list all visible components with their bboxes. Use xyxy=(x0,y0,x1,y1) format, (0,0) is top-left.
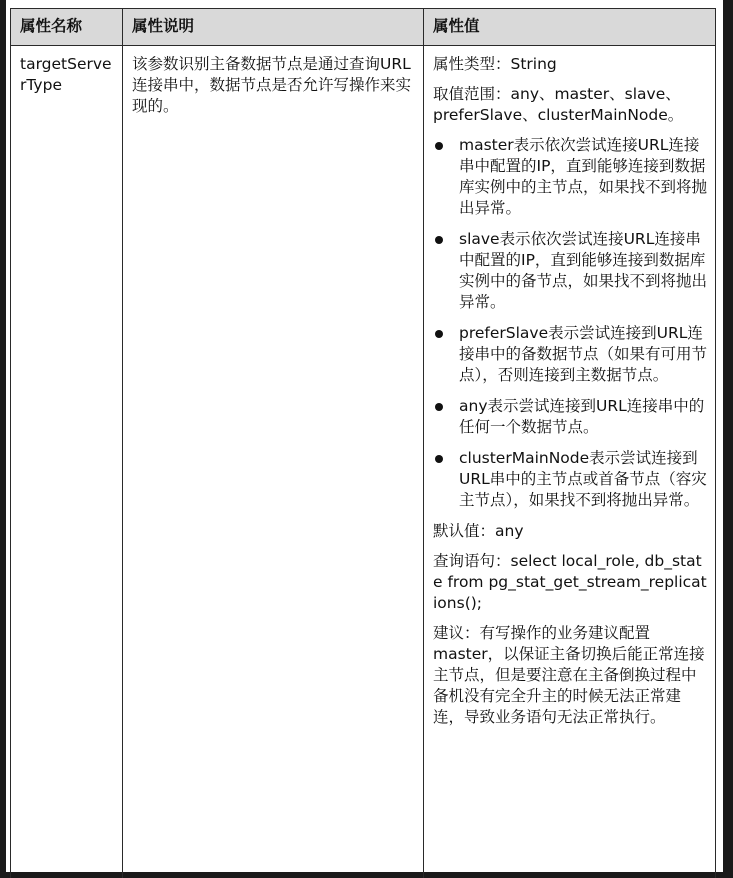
list-item xyxy=(433,323,707,386)
header-attr-value: 属性值 xyxy=(424,9,716,46)
bullet-text: any表示尝试连接到URL连接串中的任何一个数据节点。 xyxy=(459,397,705,436)
bullet-text: slave表示依次尝试连接URL连接串中配置的IP，直到能够连接到数据库实例中的备节点，如果找不到将抛出异常。 xyxy=(459,230,708,311)
cell-attr-description: 该参数识别主备数据节点是通过查询URL连接串中，数据节点是否允许写操作来实现的。 xyxy=(123,46,424,878)
attr-type-text: 属性类型：String xyxy=(433,55,557,73)
cell-attr-name: targetServerType xyxy=(11,46,123,878)
cell-attr-value xyxy=(424,46,716,878)
bullet-dot-icon xyxy=(435,236,443,244)
default-value-text: 默认值：any xyxy=(433,522,524,540)
bullet-text: preferSlave表示尝试连接到URL连接串中的备数据节点（如果有可用节点），否则连接到主数据节点。 xyxy=(459,324,708,384)
header-attr-name: 属性名称 xyxy=(11,9,123,46)
list-item xyxy=(433,135,707,219)
list-item xyxy=(433,229,707,313)
value-range-text: 取值范围：any、master、slave、preferSlave、clusterMainNode。 xyxy=(433,85,684,124)
bullet-text: clusterMainNode表示尝试连接到URL串中的主节点或首备节点（容灾主节点），如果找不到将抛出异常。 xyxy=(459,449,707,509)
list-item xyxy=(433,448,707,511)
list-item xyxy=(433,396,707,438)
bullet-dot-icon xyxy=(435,142,443,150)
document-page xyxy=(6,0,723,872)
bullet-dot-icon xyxy=(435,455,443,463)
suggestion-text: 建议：有写操作的业务建议配置master，以保证主备切换后能正常连接主节点，但是要注意在主备倒换过程中备机没有完全升主的时候无法正常建连，导致业务语句无法正常执行。 xyxy=(433,624,705,726)
header-attr-description: 属性说明 xyxy=(123,9,424,46)
bullet-dot-icon xyxy=(435,403,443,411)
bullet-dot-icon xyxy=(435,330,443,338)
table-row xyxy=(11,46,716,878)
query-statement-text: 查询语句：select local_role, db_state from pg_stat_get_stream_replications(); xyxy=(433,552,707,612)
bullet-text: master表示依次尝试连接URL连接串中配置的IP，直到能够连接到数据库实例中的主节点，如果找不到将抛出异常。 xyxy=(459,136,708,217)
attribute-table xyxy=(10,8,716,878)
value-bullet-list xyxy=(433,135,707,511)
table-header-row xyxy=(11,9,716,46)
